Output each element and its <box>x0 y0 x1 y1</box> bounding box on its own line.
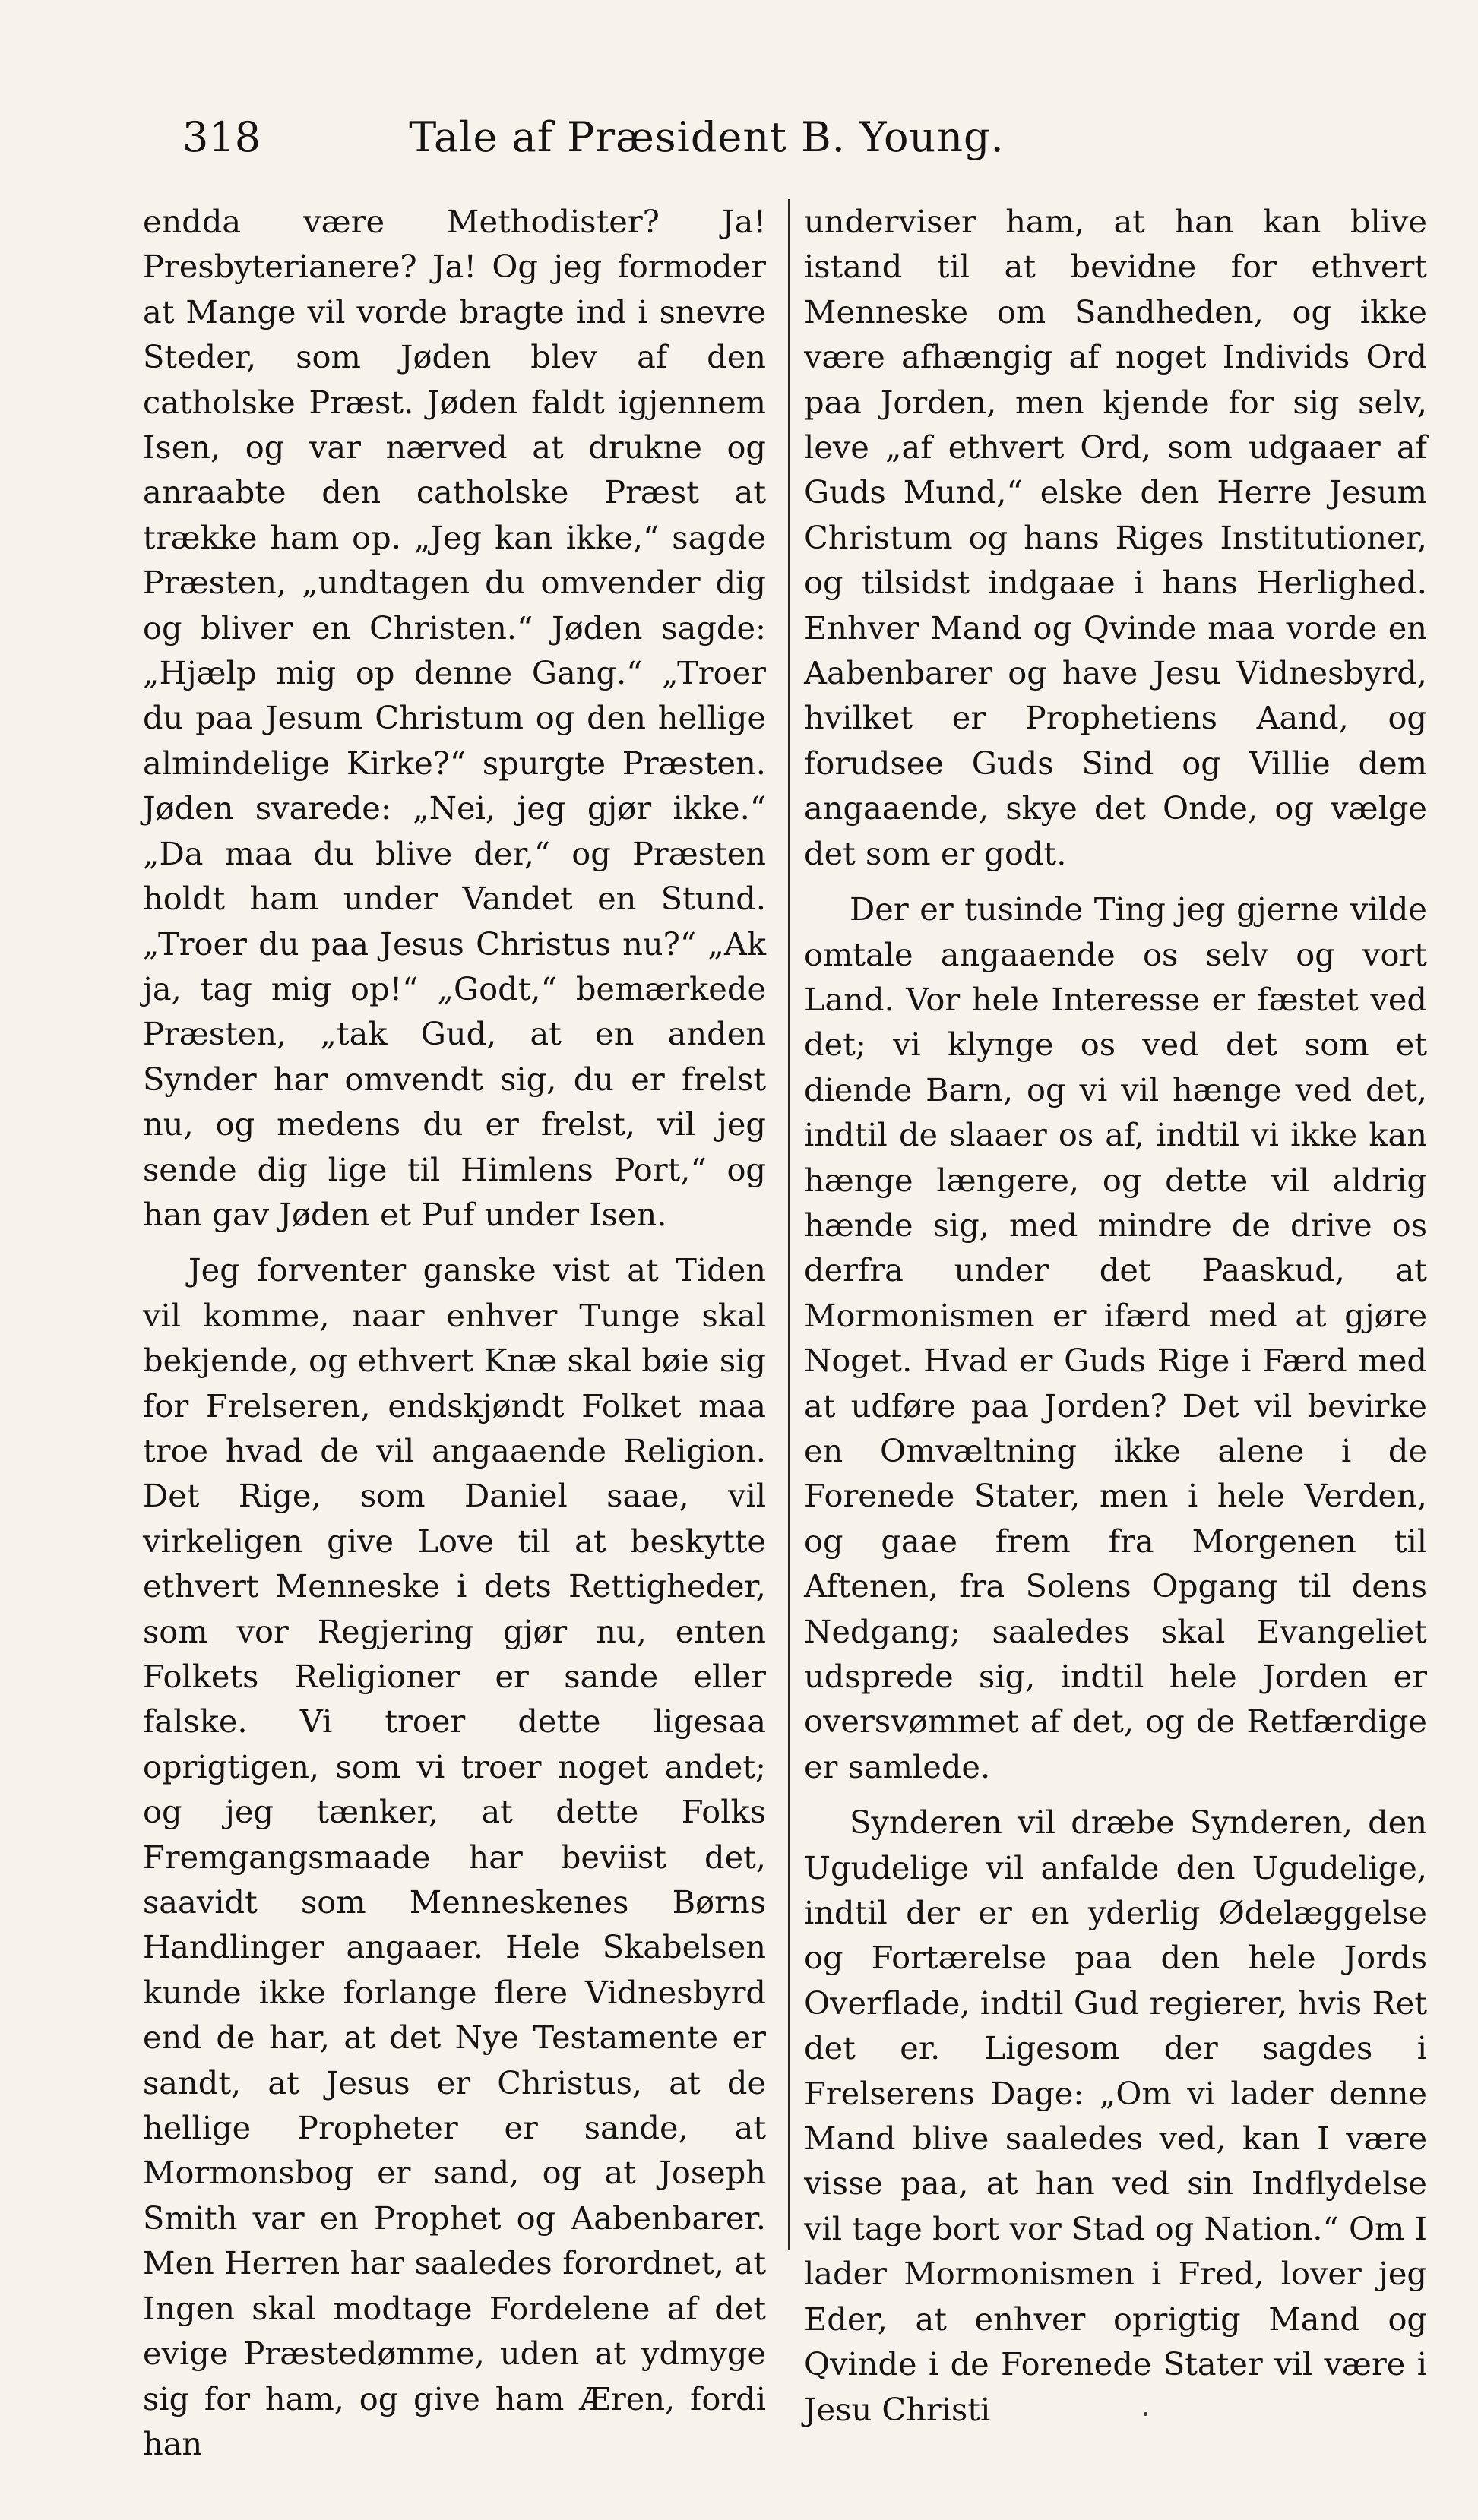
page-number: 318 <box>182 112 261 161</box>
paragraph: underviser ham, at han kan blive istand til at bevidne for ethvert Menneske om Sandheden, og ikke være afhængig af noget Individs Ord paa Jorden, men kjende for sig selv, leve „af ethvert Ord, som udgaaer af Guds Mund,“ elske den Herre Jesum Christum og hans Riges Institutioner, og tilsidst indgaae i hans Herlighed. Enhver Mand og Qvinde maa vorde en Aabenbarer og have Jesu Vidnesbyrd, hvilket er Prophetiens Aand, og forudsee Guds Sind og Villie dem angaaende, skye det Onde, og vælge det som er godt. <box>804 203 1427 872</box>
paragraph: Jeg forventer ganske vist at Tiden vil komme, naar enhver Tunge skal bekjende, og ethvert Knæ skal bøie sig for Frelseren, endskjøndt Folket maa troe hvad de vil angaaende Religion. Det Rige, som Daniel saae, vil virkeligen give Love til at beskytte ethvert Menneske i dets Rettigheder, som vor Regjering gjør nu, enten Folkets Religioner er sande eller falske. Vi troer dette ligesaa oprigtigen, som vi troer noget andet; og jeg tænker, at dette Folks Fremgangsmaade har beviist det, saavidt som Menneskenes Børns Handlinger angaaer. Hele Skabelsen kunde ikke forlange flere Vidnesbyrd end de har, at det Nye Testamente er sandt, at Jesus er Christus, at de hellige Propheter er sande, at Mormonsbog er sand, og at Joseph Smith var en Prophet og Aabenbarer. Men Herren har saaledes forordnet, at Ingen skal modtage Fordelene af det evige Præstedømme, uden at ydmyge sig for ham, og give ham Æren, fordi han <box>143 1251 766 2462</box>
right-column <box>804 199 1427 2432</box>
left-column <box>143 199 766 2466</box>
page-header <box>182 106 1064 167</box>
running-title: Tale af Præsident B. Young. <box>409 112 1005 161</box>
ink-speck <box>1144 2412 1147 2416</box>
column-divider <box>788 199 790 2250</box>
paragraph: Synderen vil dræbe Synderen, den Ugudelige vil anfalde den Ugudelige, indtil der er en yderlig Ødelæggelse og Fortærelse paa den hele Jords Overflade, indtil Gud regierer, hvis Ret det er. Ligesom der sagdes i Frelserens Dage: „Om vi lader denne Mand blive saaledes ved, kan I være visse paa, at han ved sin Indflydelse vil tage bort vor Stad og Nation.“ Om I lader Mormonismen i Fred, lover jeg Eder, at enhver oprigtig Mand og Qvinde i de Forenede Stater vil være i Jesu Christi <box>804 1804 1427 2428</box>
paragraph: Der er tusinde Ting jeg gjerne vilde omtale angaaende os selv og vort Land. Vor hele Interesse er fæstet ved det; vi klynge os ved det som et diende Barn, og vi vil hænge ved det, indtil de slaaer os af, indtil vi ikke kan hænge længere, og dette vil aldrig hænde sig, med mindre de drive os derfra under det Paaskud, at Mormonismen er ifærd med at gjøre Noget. Hvad er Guds Rige i Færd med at udføre paa Jorden? Det vil bevirke en Omvæltning ikke alene i de Forenede Stater, men i hele Verden, og gaae frem fra Morgenen til Aftenen, fra Solens Opgang til dens Nedgang; saaledes skal Evangeliet udsprede sig, indtil hele Jorden er oversvømmet af det, og de Retfærdige er samlede. <box>804 890 1427 1785</box>
paragraph: endda være Methodister? Ja! Presbyterianere? Ja! Og jeg formoder at Mange vil vorde bragte ind i snevre Steder, som Jøden blev af den catholske Præst. Jøden faldt igjennem Isen, og var nærved at drukne og anraabte den catholske Præst at trække ham op. „Jeg kan ikke,“ sagde Præsten, „undtagen du omvender dig og bliver en Christen.“ Jøden sagde: „Hjælp mig op denne Gang.“ „Troer du paa Jesum Christum og den hellige almindelige Kirke?“ spurgte Præsten. Jøden svarede: „Nei, jeg gjør ikke.“ „Da maa du blive der,“ og Præsten holdt ham under Vandet en Stund. „Troer du paa Jesus Christus nu?“ „Ak ja, tag mig op!“ „Godt,“ bemærkede Præsten, „tak Gud, at en anden Synder har omvendt sig, du er frelst nu, og medens du er frelst, vil jeg sende dig lige til Himlens Port,“ og han gav Jøden et Puf under Isen. <box>143 203 766 1233</box>
